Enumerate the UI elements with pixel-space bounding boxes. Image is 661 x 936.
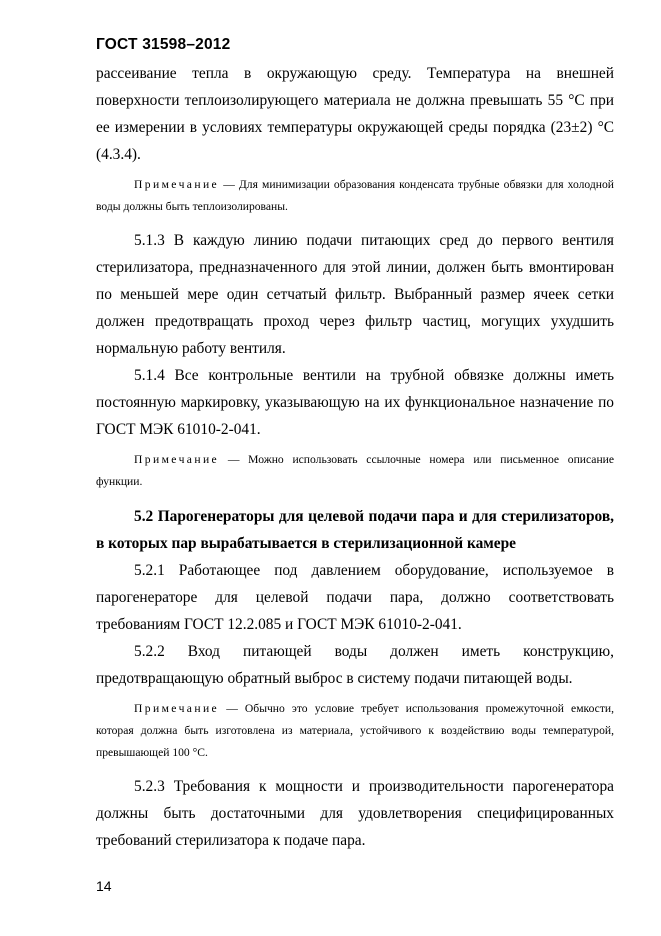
clause-5-2-3: 5.2.3 Требования к мощности и производительности парогенератора должны быть достаточными для удовлетворения специфицированных требований стерилизатора к подаче пара.	[96, 778, 614, 849]
page-number: 14	[96, 878, 112, 894]
clause-5-2-1: 5.2.1 Работающее под давлением оборудование, используемое в парогенераторе для целевой подачи пара, должно соответствовать требованиям ГОСТ 12.2.085 и ГОСТ МЭК 61010-2-041.	[96, 562, 614, 633]
clause-5-1-3: 5.1.3 В каждую линию подачи питающих сред до первого вентиля стерилизатора, предназначенного для этой линии, должен быть вмонтирован по меньшей мере один сетчатый фильтр. Выбранный размер ячеек сетки должен предотвращать проход через фильтр частиц, могущих ухудшить нормальную работу вентиля.	[96, 232, 614, 357]
note-label: Примечание	[134, 178, 220, 191]
note-text: — Можно использовать ссылочные номера или письменное описание функции.	[96, 453, 614, 488]
clause-5-1-4: 5.1.4 Все контрольные вентили на трубной обвязке должны иметь постоянную маркировку, указывающую на их функциональное назначение по ГОСТ МЭК 61010-2-041.	[96, 367, 614, 438]
note-condensate	[96, 174, 614, 218]
note-intermediate-tank	[96, 698, 614, 764]
section-heading-5-2: 5.2 Парогенераторы для целевой подачи пара и для стерилизаторов, в которых пар вырабатывается в стерилизационной камере	[96, 508, 614, 552]
document-body	[96, 60, 614, 854]
note-reference-numbers	[96, 449, 614, 493]
document-code-header: ГОСТ 31598–2012	[96, 36, 231, 53]
note-text: — Обычно это условие требует использования промежуточной емкости, которая должна быть изготовлена из материала, устойчивого к воздействию воды температурой, превышающей 100 °С.	[96, 702, 614, 759]
clause-5-2-2: 5.2.2 Вход питающей воды должен иметь конструкцию, предотвращающую обратный выброс в систему подачи питающей воды.	[96, 643, 614, 687]
paragraph-continuation: рассеивание тепла в окружающую среду. Температура на внешней поверхности теплоизолирующего материала не должна превышать 55 °С при ее измерении в условиях температуры окружающей среды порядка (23±2) °С (4.3.4).	[96, 65, 614, 163]
note-label: Примечание	[134, 702, 220, 715]
note-text: — Для минимизации образования конденсата трубные обвязки для холодной воды должны быть теплоизолированы.	[96, 178, 614, 213]
note-label: Примечание	[134, 453, 220, 466]
